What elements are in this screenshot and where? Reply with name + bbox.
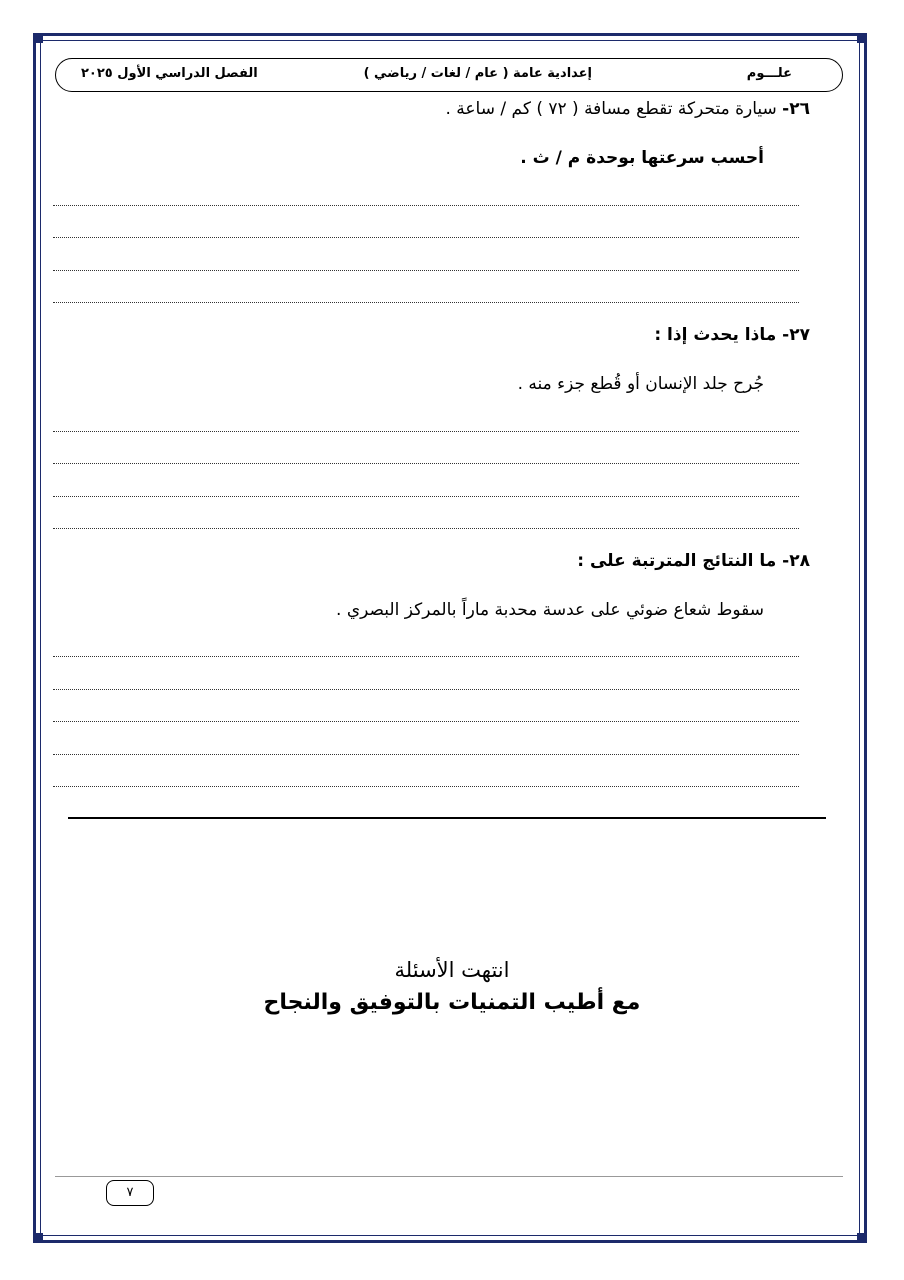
- answer-line[interactable]: [53, 237, 799, 238]
- question-28: [577, 551, 810, 571]
- question-28-case: سقوط شعاع ضوئي على عدسة محدبة ماراً بالمركز البصري .: [336, 600, 764, 620]
- page-border-inner: [40, 40, 860, 1236]
- answer-line[interactable]: [53, 721, 799, 722]
- answer-line[interactable]: [53, 270, 799, 271]
- answer-line[interactable]: [53, 302, 799, 303]
- question-number: ٢٧-: [782, 325, 810, 345]
- corner-ornament: [33, 33, 43, 43]
- answer-line[interactable]: [53, 463, 799, 464]
- page-header: [55, 58, 843, 92]
- question-26-task: أحسب سرعتها بوحدة م / ث .: [520, 148, 764, 168]
- footer-divider: [55, 1176, 843, 1177]
- page-number: ٧: [106, 1180, 154, 1206]
- closing-wishes-text: مع أطيب التمنيات بالتوفيق والنجاح: [263, 990, 641, 1015]
- corner-ornament: [33, 1233, 43, 1243]
- answer-line[interactable]: [53, 205, 799, 206]
- question-27-case: جُرح جلد الإنسان أو قُطع جزء منه .: [517, 374, 764, 394]
- question-number: ٢٨-: [782, 551, 810, 571]
- question-26: [445, 99, 810, 119]
- question-number: ٢٦-: [782, 99, 810, 119]
- corner-ornament: [857, 33, 867, 43]
- header-subject: علـــوم: [746, 66, 792, 81]
- question-27: [654, 325, 810, 345]
- answer-line[interactable]: [53, 689, 799, 690]
- answer-line[interactable]: [53, 656, 799, 657]
- question-text: ما النتائج المترتبة على :: [577, 551, 777, 571]
- question-text: سيارة متحركة تقطع مسافة ( ٧٢ ) كم / ساعة .: [445, 99, 777, 119]
- answer-line[interactable]: [53, 496, 799, 497]
- question-text: ماذا يحدث إذا :: [654, 325, 777, 345]
- header-term: الفصل الدراسي الأول ٢٠٢٥: [81, 66, 258, 81]
- answer-line[interactable]: [53, 528, 799, 529]
- corner-ornament: [857, 1233, 867, 1243]
- header-grade: إعدادية عامة ( عام / لغات / رياضي ): [363, 66, 592, 81]
- closing-end-text: انتهت الأسئلة: [394, 958, 510, 982]
- answer-line[interactable]: [53, 754, 799, 755]
- answer-line[interactable]: [53, 786, 799, 787]
- section-divider: [68, 817, 826, 819]
- answer-line[interactable]: [53, 431, 799, 432]
